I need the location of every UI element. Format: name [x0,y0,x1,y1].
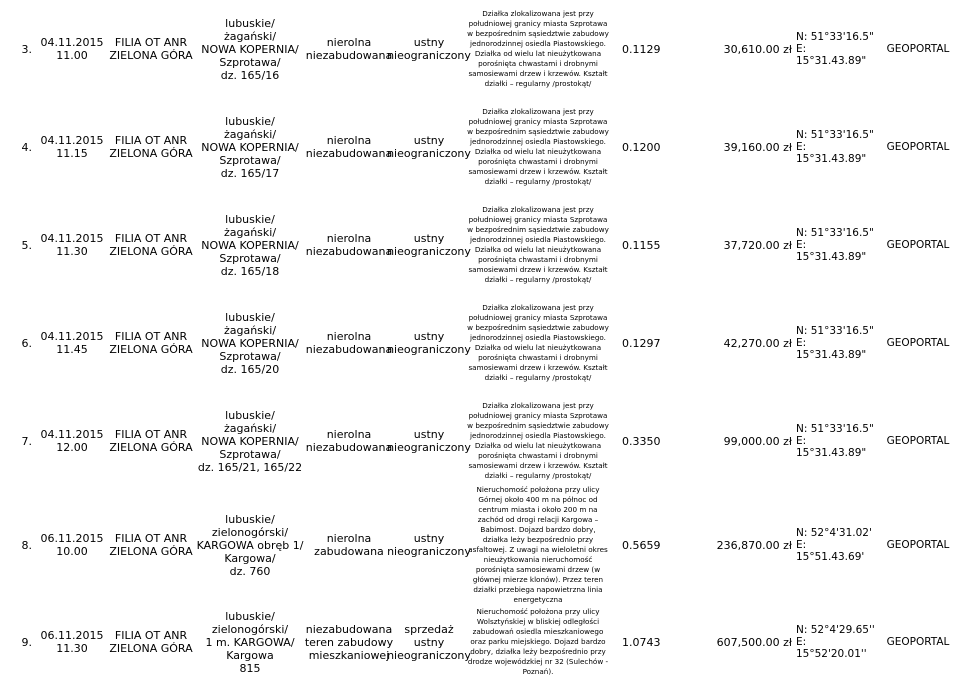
coordinates: N: 51°33'16.5" E: 15°31.43.89" [796,129,874,165]
auction-form-cell [387,392,471,490]
auction-form: ustny nieograniczony [387,134,471,160]
area-cell [612,600,664,684]
property-type: nierolna niezabudowana [305,232,393,258]
geoportal-link[interactable]: GEOPORTAL [886,538,950,551]
description-cell [464,0,612,98]
organizing-unit-cell [106,196,196,294]
property-type-cell [304,490,394,600]
description: Nieruchomość położona przy ulicy Górnej około 400 m na północ od centrum miasta i około 200 m na zachód od drogi relacji Kargowa – Babimost. Dojazd bardzo dobry, działka leży bezpośrednio przy asfaltowej. Z uwagi na wieloletni okres nieużytkowania nieruchomość porośnięta samosiewami drzew (w głównej mierze klonów). Przez teren działki przebiega napowietrzna linia energetyczna [468,485,608,604]
organizing-unit-cell [106,0,196,98]
description: Działka zlokalizowana jest przy południowej granicy miasta Szprotawa w bezpośrednim sąsiedztwie zabudowy jednorodzinnej osiedla Piastowskiego. Działka od wielu lat nieużytkowana porośnięta chwastami i drobnymi samosiewami drzew i krzewów. Kształt działki – regularny /prostokąt/ [467,303,609,382]
price-cell [664,0,794,98]
coordinates: N: 52°4'29.65'' E: 15°52'20.01'' [796,624,875,660]
auction-form: ustny nieograniczony [387,330,471,356]
row-number-cell [0,490,38,600]
property-type: niezabudowana teren zabudowy mieszkaniowej [304,622,394,662]
coordinates-cell [796,0,876,98]
table-row [0,600,960,684]
description: Nieruchomość położona przy ulicy Wolsztyńskiej w bliskiej odległości zabudowań osiedla mieszkaniowego oraz parku miejskiego. Dojazd bardzo dobry, działka leży bezpośrednio przy drodze wojewódzkiej nr 32 (Sulechów - Poznań). [467,607,609,676]
auction-date: 04.11.2015 12.00 [40,428,104,454]
area: 0.1129 [622,42,661,56]
area: 0.5659 [622,538,661,552]
price-cell [664,600,794,684]
geoportal-link[interactable]: GEOPORTAL [886,42,950,55]
description-cell [464,392,612,490]
area-cell [612,294,664,392]
auction-date-cell [38,196,106,294]
row-number-cell [0,98,38,196]
location-cell [196,294,304,392]
auction-form-cell [387,294,471,392]
auction-form-cell [387,196,471,294]
price-cell [664,490,794,600]
coordinates-cell [796,98,876,196]
geoportal-link-cell[interactable] [876,98,960,196]
auction-form-cell [387,490,471,600]
coordinates: N: 51°33'16.5" E: 15°31.43.89" [796,423,874,459]
price-cell [664,392,794,490]
description-cell [464,196,612,294]
price: 607,500.00 zł [716,635,792,649]
organizing-unit: FILIA OT ANR ZIELONA GÓRA [109,232,193,258]
table-row [0,0,960,98]
location-cell [196,392,304,490]
organizing-unit-cell [106,490,196,600]
table-row [0,196,960,294]
auction-date-cell [38,98,106,196]
auction-form: ustny nieograniczony [387,232,471,258]
location-cell [196,600,304,684]
property-type-cell [304,392,394,490]
price-cell [664,294,794,392]
coordinates-cell [796,392,876,490]
row-number: 9. [21,635,32,649]
table-row [0,294,960,392]
organizing-unit-cell [106,600,196,684]
price: 39,160.00 zł [723,140,792,154]
organizing-unit: FILIA OT ANR ZIELONA GÓRA [109,134,193,160]
location-cell [196,0,304,98]
geoportal-link[interactable]: GEOPORTAL [886,336,950,349]
coordinates: N: 52°4'31.02' E: 15°51.43.69' [796,527,872,563]
auction-form: ustny nieograniczony [387,36,471,62]
location: lubuskie/ żagański/ NOWA KOPERNIA/ Szprotawa/ dz. 165/17 [201,114,299,180]
geoportal-link-cell[interactable] [876,392,960,490]
coordinates: N: 51°33'16.5" E: 15°31.43.89" [796,325,874,361]
geoportal-link-cell[interactable] [876,196,960,294]
organizing-unit-cell [106,294,196,392]
table-row [0,485,960,604]
auction-date-cell [38,600,106,684]
auction-date: 04.11.2015 11.30 [40,232,104,258]
auction-date-cell [38,0,106,98]
price: 42,270.00 zł [723,336,792,350]
location: lubuskie/ żagański/ NOWA KOPERNIA/ Szprotawa/ dz. 165/20 [201,310,299,376]
geoportal-link-cell[interactable] [876,294,960,392]
area-cell [612,392,664,490]
property-type: nierolna niezabudowana [305,330,393,356]
row-number-cell [0,600,38,684]
location: lubuskie/ żagański/ NOWA KOPERNIA/ Szprotawa/ dz. 165/16 [201,16,299,82]
area: 0.1200 [622,140,661,154]
property-type-cell [304,294,394,392]
row-number: 6. [21,336,32,350]
property-type: nierolna niezabudowana [305,36,393,62]
price: 236,870.00 zł [716,538,792,552]
property-type-cell [304,196,394,294]
auction-date: 04.11.2015 11.45 [40,330,104,356]
row-number: 4. [21,140,32,154]
location-cell [196,196,304,294]
geoportal-link-cell[interactable] [876,0,960,98]
auction-form: sprzedaż ustny nieograniczony [387,622,471,662]
location: lubuskie/ zielonogórski/ 1 m. KARGOWA/ Kargowa 815 [205,609,295,675]
price: 30,610.00 zł [723,42,792,56]
location: lubuskie/ żagański/ NOWA KOPERNIA/ Szprotawa/ dz. 165/18 [201,212,299,278]
organizing-unit: FILIA OT ANR ZIELONA GÓRA [109,330,193,356]
area: 1.0743 [622,635,661,649]
price-cell [664,196,794,294]
row-number: 7. [21,434,32,448]
auction-date: 06.11.2015 11.30 [40,629,104,655]
table-row [0,392,960,490]
area: 0.1155 [622,238,661,252]
description: Działka zlokalizowana jest przy południowej granicy miasta Szprotawa w bezpośrednim sąsiedztwie zabudowy jednorodzinnej osiedla Piastowskiego. Działka od wielu lat nieużytkowana porośnięta chwastami i drobnymi samosiewami drzew i krzewów. Kształt działki – regularny /prostokąt/ [467,205,609,284]
auction-form: ustny nieograniczony [387,428,471,454]
organizing-unit-cell [106,392,196,490]
auction-date: 04.11.2015 11.00 [40,36,104,62]
property-type-cell [304,600,394,684]
row-number: 5. [21,238,32,252]
price-cell [664,98,794,196]
organizing-unit: FILIA OT ANR ZIELONA GÓRA [109,36,193,62]
row-number: 8. [21,538,32,552]
coordinates-cell [796,490,876,600]
geoportal-link[interactable]: GEOPORTAL [886,635,950,648]
area: 0.3350 [622,434,661,448]
auction-date-cell [38,392,106,490]
auction-date: 06.11.2015 10.00 [40,532,104,558]
location: lubuskie/ zielonogórski/ KARGOWA obręb 1/ Kargowa/ dz. 760 [196,512,304,578]
coordinates-cell [796,600,876,684]
area: 0.1297 [622,336,661,350]
geoportal-link[interactable]: GEOPORTAL [886,238,950,251]
price: 99,000.00 zł [723,434,792,448]
row-number: 3. [21,42,32,56]
description-cell [464,600,612,684]
auction-form-cell [387,600,471,684]
area-cell [612,490,664,600]
property-type-cell [304,98,394,196]
location-cell [196,98,304,196]
auction-form-cell [387,98,471,196]
auction-form: ustny nieograniczony [387,532,471,558]
auction-date-cell [38,490,106,600]
table-row [0,98,960,196]
description: Działka zlokalizowana jest przy południowej granicy miasta Szprotawa w bezpośrednim sąsiedztwie zabudowy jednorodzinnej osiedla Piastowskiego. Działka od wielu lat nieużytkowana porośnięta chwastami i drobnymi samosiewami drzew i krzewów. Kształt działki – regularny /prostokąt/ [467,401,609,480]
area-cell [612,0,664,98]
description-cell [464,98,612,196]
coordinates-cell [796,196,876,294]
description-cell [464,294,612,392]
area-cell [612,98,664,196]
description: Działka zlokalizowana jest przy południowej granicy miasta Szprotawa w bezpośrednim sąsiedztwie zabudowy jednorodzinnej osiedla Piastowskiego. Działka od wielu lat nieużytkowana porośnięta chwastami i drobnymi samosiewami drzew i krzewów. Kształt działki – regularny /prostokąt/ [467,9,609,88]
row-number-cell [0,0,38,98]
auction-form-cell [387,0,471,98]
organizing-unit: FILIA OT ANR ZIELONA GÓRA [109,428,193,454]
coordinates: N: 51°33'16.5" E: 15°31.43.89" [796,31,874,67]
geoportal-link-cell[interactable] [876,490,960,600]
organizing-unit: FILIA OT ANR ZIELONA GÓRA [109,532,193,558]
geoportal-link[interactable]: GEOPORTAL [886,140,950,153]
location: lubuskie/ żagański/ NOWA KOPERNIA/ Szprotawa/ dz. 165/21, 165/22 [197,408,303,474]
geoportal-link[interactable]: GEOPORTAL [886,434,950,447]
coordinates-cell [796,294,876,392]
row-number-cell [0,294,38,392]
property-type: nierolna zabudowana [314,532,384,558]
location-cell [196,490,304,600]
geoportal-link-cell[interactable] [876,600,960,684]
property-type: nierolna niezabudowana [305,134,393,160]
area-cell [612,196,664,294]
coordinates: N: 51°33'16.5" E: 15°31.43.89" [796,227,874,263]
description-cell [464,485,612,604]
description: Działka zlokalizowana jest przy południowej granicy miasta Szprotawa w bezpośrednim sąsiedztwie zabudowy jednorodzinnej osiedla Piastowskiego. Działka od wielu lat nieużytkowana porośnięta chwastami i drobnymi samosiewami drzew i krzewów. Kształt działki – regularny /prostokąt/ [467,107,609,186]
property-type-cell [304,0,394,98]
price: 37,720.00 zł [723,238,792,252]
property-type: nierolna niezabudowana [305,428,393,454]
auction-date: 04.11.2015 11.15 [40,134,104,160]
row-number-cell [0,196,38,294]
organizing-unit: FILIA OT ANR ZIELONA GÓRA [109,629,193,655]
row-number-cell [0,392,38,490]
auction-date-cell [38,294,106,392]
organizing-unit-cell [106,98,196,196]
